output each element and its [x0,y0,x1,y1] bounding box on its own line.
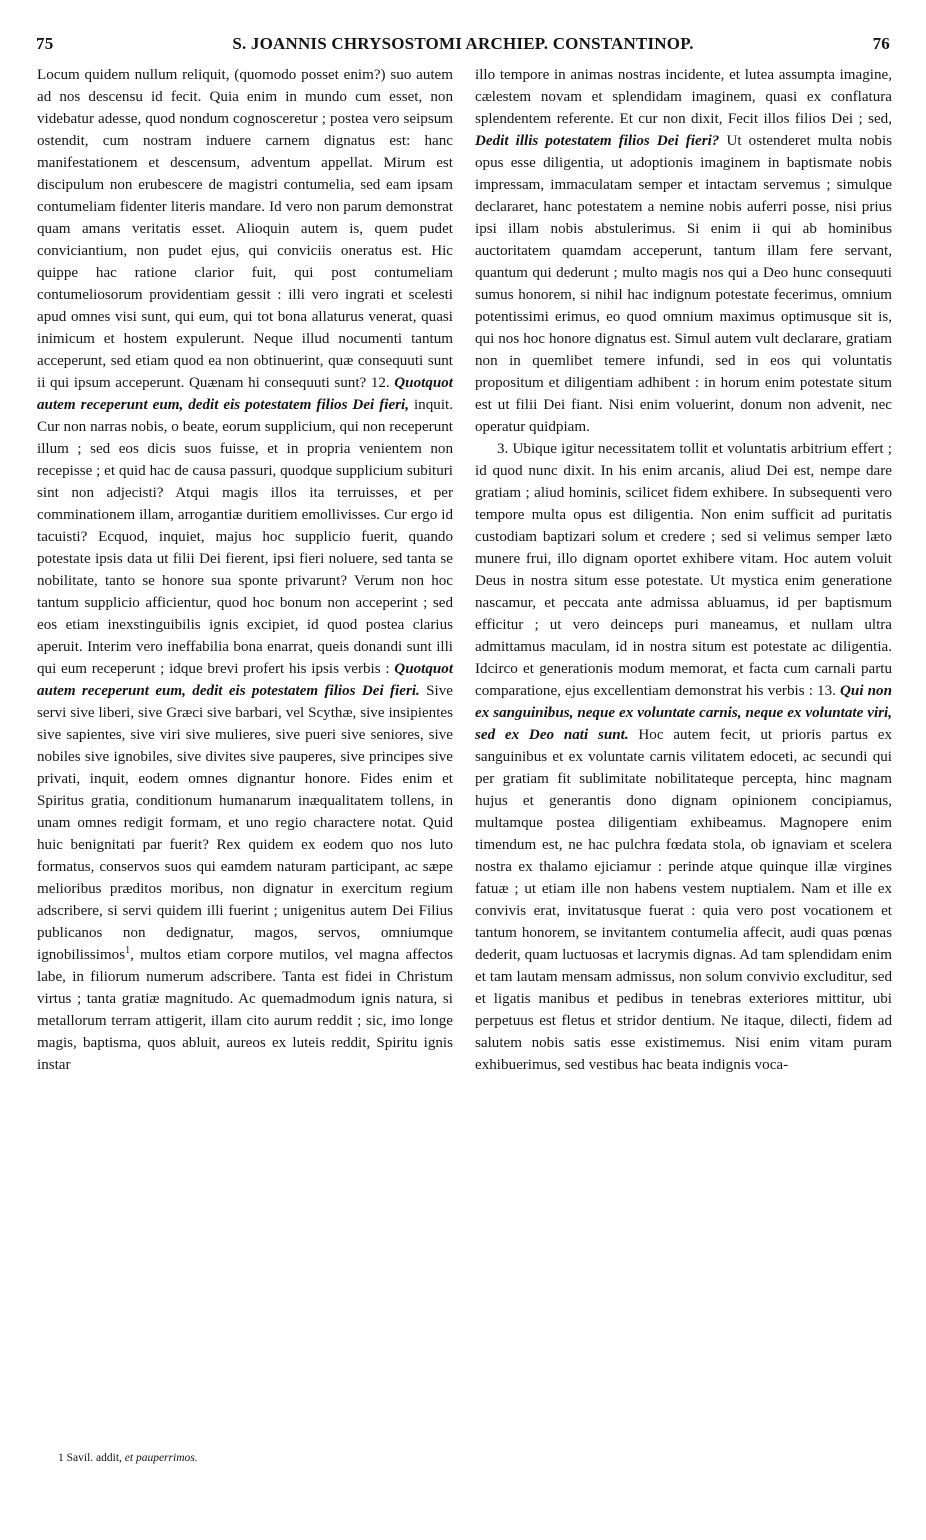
footnote-text: Savil. addit, [66,1452,122,1464]
right-text-3: 3. Ubique igitur necessitatem tollit et voluntatis arbitrium effert ; id quod nunc dixit. In his enim arcanis, aliud Dei est, nempe dare gratiam ; aliud hominis, scilicet fidem exhibere. In subsequenti vero tempore multa opus est diligentia. Non enim sufficit ad puritatis custodiam baptizari solum et credere ; sed si velimus semper læto munere frui, illo dignam oportet exhibere vitam. Hoc autem voluit Deus in nostra situm esse potestate. Ut mystica enim generatione nascamur, et peccata ante admissa abluamus, id per baptismum efficitur ; ut vero deinceps puri maneamus, et nullam ultra admittamus maculam, id in nostra situm est potestate ac diligentia. Idcirco et generationis modum memorat, et facta cum carnali partu comparatione, ejus excellentiam demonstrat his verbis : 13. [475,441,892,699]
running-title: S. JOANNIS CHRYSOSTOMI ARCHIEP. CONSTANTINOP. [232,34,694,53]
right-text-2: Ut ostenderet multa nobis opus esse diligentia, ut adoptionis imaginem in baptismate nobis impressam, immaculatam semper et intactam servemus ; simulque declararet, hanc potestatem a nemine nobis auferri posse, nisi prius ipsi illam nobis abstulerimus. Si enim ii qui ab hominibus auctoritatem quamdam acceperunt, tantum illam fere servant, quantum qui dederunt ; multo magis nos qui a Deo hunc consequuti sumus honorem, si nihil hac indignum potestate fecerimus, omnium potentissimi erimus, eo quod omnium maximus optimusque sit is, qui nos hoc honore dignatus est. Simul autem vult declarare, gratiam non in quemlibet temere infundi, sed in eos qui voluntatis propositum et diligentiam adhibent : in horum enim potestate situm est ut filii Dei fiant. Nisi enim voluerint, donum non advenit, nec operatur quidpiam. [475,133,893,435]
page-header [36,34,890,58]
right-text-4: Hoc autem fecit, ut prioris partus ex sanguinibus et ex voluntate carnis vilitatem edoceti, ac secundi qui per gratiam fit sublimitate nobilitateque percepta, hinc magnam hujus et generantis dono dignam opinionem concipiamus, multamque postea diligentiam exhibeamus. Magnopere enim timendum est, ne hac pulchra fœdata stola, ob ignaviam et scelera nostra ex thalamo ejiciamur : perinde atque quinque illæ virgines fatuæ ; ut etiam ille non habens vestem nuptialem. Nam et ille ex convivis erat, invitatusque fuerat : quia vero post vocationem et tantum honorem, se invitantem contumelia affecit, audi quas pœnas dederit, quam luctuosas et lacrymis dignas. Ad tam splendidam enim et tam lautam mensam admissus, non solum convivio excluditur, sed et ligatis manibus et pedibus in tenebras exteriores mittitur, ubi perpetuus est fletus et stridor dentium. Ne itaque, dilecti, fidem ad salutem nobis satis esse existimemus. Nisi enim vitam puram exhibuerimus, sed vestibus hac beata indignis voca- [475,727,892,1073]
left-text-1: Locum quidem nullum reliquit, (quomodo posset enim?) suo autem ad nos descensu id fecit. Quia enim in mundo cum esset, non videbatur adesse, quod nondum cognosceretur ; postea vero seipsum ostendit, cum nostram induere carnem dignatus est: hanc manifestationem et descensum, adventum appellat. Mirum est discipulum non erubescere de magistri contumelia, sed eam ipsam contumeliam fidenter literis mandare. Id vero non parum demonstrat quam amans veritatis esset. Alioquin autem is, quem pudet conviciantium, non pudet ejus, qui conviciis oneratus est. Hic quippe hac ratione clarior fuit, qui post contumeliam contumeliosorum providentiam gessit : illi vero ingrati et scelesti apud omnes visi sunt, qui eum, qui tot bona allaturus venerat, quasi inimicum et hostem expulerunt. Neque illud nocumenti tantum acceperunt, sed etiam quod ea non obtinuerint, quæ consequuti sunt ii qui ipsum acceperunt. Quænam hi consequuti sunt? 12. [37,67,453,391]
right-paragraph-1 [475,64,892,438]
footnote-italic: et pauperrimos. [124,1452,198,1464]
left-quote-1: Quotquot autem receperunt eum, dedit eis potestatem filios Dei fieri, [37,375,453,413]
footnote [58,1451,198,1465]
right-quote-2: Qui non ex sanguinibus, neque ex voluntate carnis, neque ex voluntate viri, sed ex Deo nati sunt. [475,683,892,743]
right-column [475,64,892,1076]
left-column [37,64,453,1076]
footnote-reference: 1 [125,944,131,956]
right-text-1: illo tempore in animas nostras incidente, et lutea assumpta imagine, cælestem novam et splendidam imaginem, quasi ex conflatura splendentem referente. Et cur non dixit, Fecit illos filios Dei ; sed, [475,67,892,127]
right-paragraph-2 [475,438,892,1076]
left-paragraph [37,64,453,1076]
left-quote-2: Quotquot autem receperunt eum, dedit eis potestatem filios Dei fieri. [37,661,454,699]
right-quote-1: Dedit illis potestatem filios Dei fieri? [475,133,720,149]
left-text-3: Sive servi sive liberi, sive Græci sive barbari, vel Scythæ, sive insipientes sive sapientes, sive viri sive mulieres, sive pueri sive seniores, sive nobiles sive ignobiles, sive divites sive pauperes, sive principes sive privati, inquit, eodem omnes dignantur honore. Fides enim et Spiritus gratia, conditionum humanarum inæqualitatem tollens, in unam omnes redigit formam, et uno regio charactere notat. Quid huic benignitati par fuerit? Rex quidem ex eodem quo nos luto formatus, conservos suos qui eamdem naturam participant, ac sæpe melioribus præditos moribus, non dignatur in exercitum regium adscribere, si servi quidem illi fuerint ; unigenitus autem Dei Filius publicanos non dedignatur, magos, servos, omniumque ignobilissimos [37,683,453,963]
left-text-2: inquit. Cur non narras nobis, o beate, eorum supplicium, qui non receperunt illum ; sed eos dicis suos fuisse, et in propria venientem non recepisse ; et quid hac de causa passuri, quodque supplicium subituri sint non adjecisti? Atqui magis illos ita terruisses, et per comminationem illam, arrogantiæ duritiem emollivisses. Cur ergo id tacuisti? Ecquod, inquiet, majus hoc supplicio fuerit, quando potestate ipsis data ut filii Dei fierent, ipsi fieri noluere, sed tanta se nobilitate, tanto se honore sua sponte privarunt? Verum non hoc tantum supplicio afficientur, quod hoc bonum non acceperint ; sed eos etiam inexstinguibilis ignis excipiet, id quod postea clarius aperuit. Interim vero ineffabilia bona enarrat, queis donandi sunt illi qui eum receperunt ; idque brevi profert his ipsis verbis : [37,397,453,677]
left-text-4: , multos etiam corpore mutilos, vel magna affectos labe, in filiorum numerum adscribere. Tanta est fidei in Christum virtus ; tanta gratiæ magnitudo. Ac quemadmodum ignis natura, si metallorum terram attigerit, illam cito aurum reddit ; sic, imo longe magis, baptisma, quos abluit, aureos ex luteis reddit, Spiritu ignis instar [37,947,453,1073]
footnote-mark: 1 [58,1452,64,1464]
page-number-right: 76 [872,34,890,53]
page-number-left: 75 [36,34,54,53]
